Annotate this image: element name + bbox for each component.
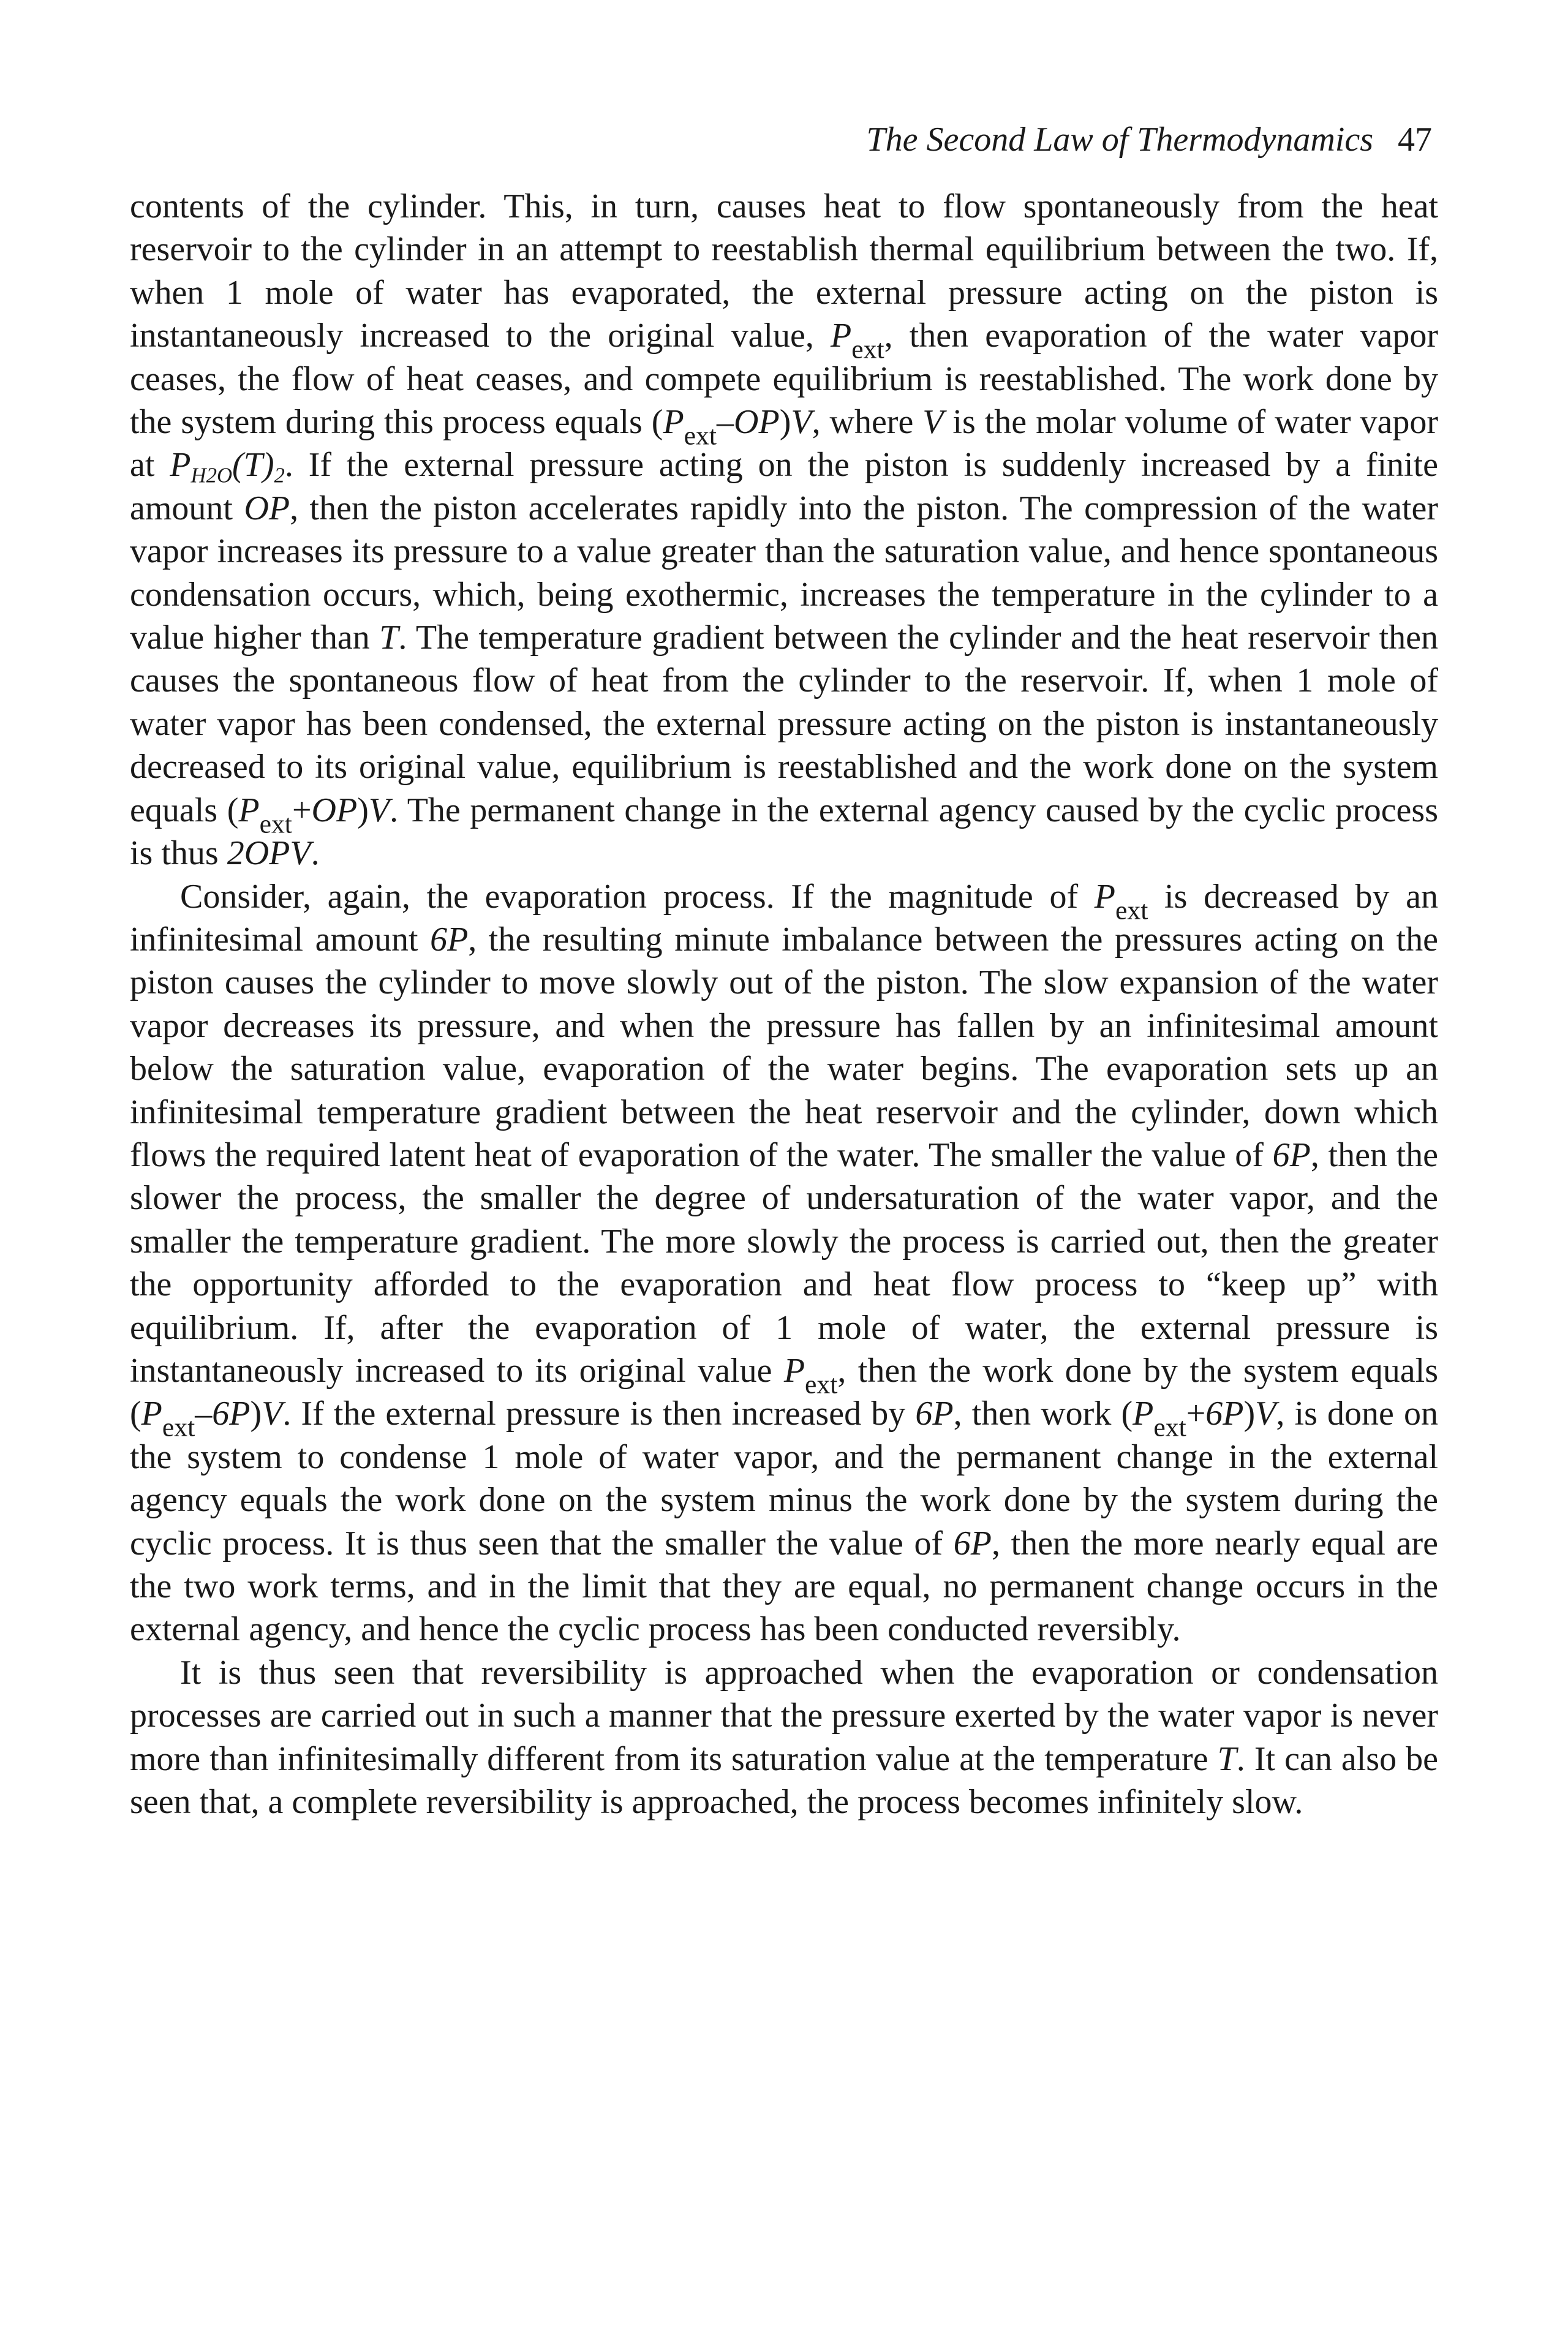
- inline-formula: $P_{H2O}(T)_2$: [170, 446, 285, 488]
- body-text: [130, 185, 1438, 1823]
- paragraph-2: Consider, again, the evaporation process. If the magnitude of $P_{ext}$ is decreased by an infinitesimal amount 6P, the resulting minute imbalance between the pressures acting on the piston causes the cylinder to move slowly out of the piston. The slow expansion of the water vapor decreases its pressure, and when the pressure has fallen by an infinitesimal amount below the saturation value, evaporation of the water begins. The evaporation sets up an infinitesimal temperature gradient between the heat reservoir and the cylinder, down which flows the required latent heat of evaporation of the water. The smaller the value of 6P, then the slower the process, the smaller the degree of undersaturation of the water vapor, and the smaller the temperature gradient. The more slowly the process is carried out, then the greater the opportunity afforded to the evaporation and heat flow process to “keep up” with equilibrium. If, after the evaporation of 1 mole of water, the external pressure is instantaneously increased to its original value $P_{ext}$, then the work done by the system equals $(P_{ext}-6P)V$. If the external pressure is then increased by 6P, then work $(P_{ext}+6P)V$, is done on the system to condense 1 mole of water vapor, and the permanent change in the external agency equals the work done on the system minus the work done by the system during the cyclic process. It is thus seen that the smaller the value of 6P, then the more nearly equal are the two work terms, and in the limit that they are equal, no permanent change occurs in the external agency, and hence the cyclic process has been conducted reversibly.: [130, 877, 1439, 1649]
- page-number: 47: [1398, 121, 1432, 159]
- running-title: The Second Law of Thermodynamics: [866, 121, 1373, 159]
- running-header: [866, 120, 1432, 159]
- paragraph-3: It is thus seen that reversibility is approached when the evaporation or condensation processes are carried out in such a manner that the pressure exerted by the water vapor is never more than infinitesimally different from its saturation value at the temperature T. It can also be seen that, a complete reversibility is approached, the process becomes infinitely slow.: [130, 1653, 1439, 1822]
- paragraph-1: contents of the cylinder. This, in turn, causes heat to flow spontaneously from the heat reservoir to the cylinder in an attempt to reestablish thermal equilibrium between the two. If, when 1 mole of water has evaporated, the external pressure acting on the piston is instantaneously increased to the original value, $P_{ext}$, then evaporation of the water vapor ceases, the flow of heat ceases, and compete equilibrium is reestablished. The work done by the system during this process equals $(P_{ext}-OP)V$, where V is the molar volume of water vapor at $P_{H2O}(T)_2$. If the external pressure acting on the piston is suddenly increased by a finite amount OP, then the piston accelerates rapidly into the piston. The compression of the water vapor increases its pressure to a value greater than the saturation value, and hence spontaneous condensation occurs, which, being exothermic, increases the temperature in the cylinder to a value higher than T. The temperature gradient between the cylinder and the heat reservoir then causes the spontaneous flow of heat from the cylinder to the reservoir. If, when 1 mole of water vapor has been condensed, the external pressure acting on the piston is instantaneously decreased to its original value, equilibrium is reestablished and the work done on the system equals $(P_{ext}+OP)V$. The permanent change in the external agency caused by the cyclic process is thus 2OPV.: [130, 187, 1439, 873]
